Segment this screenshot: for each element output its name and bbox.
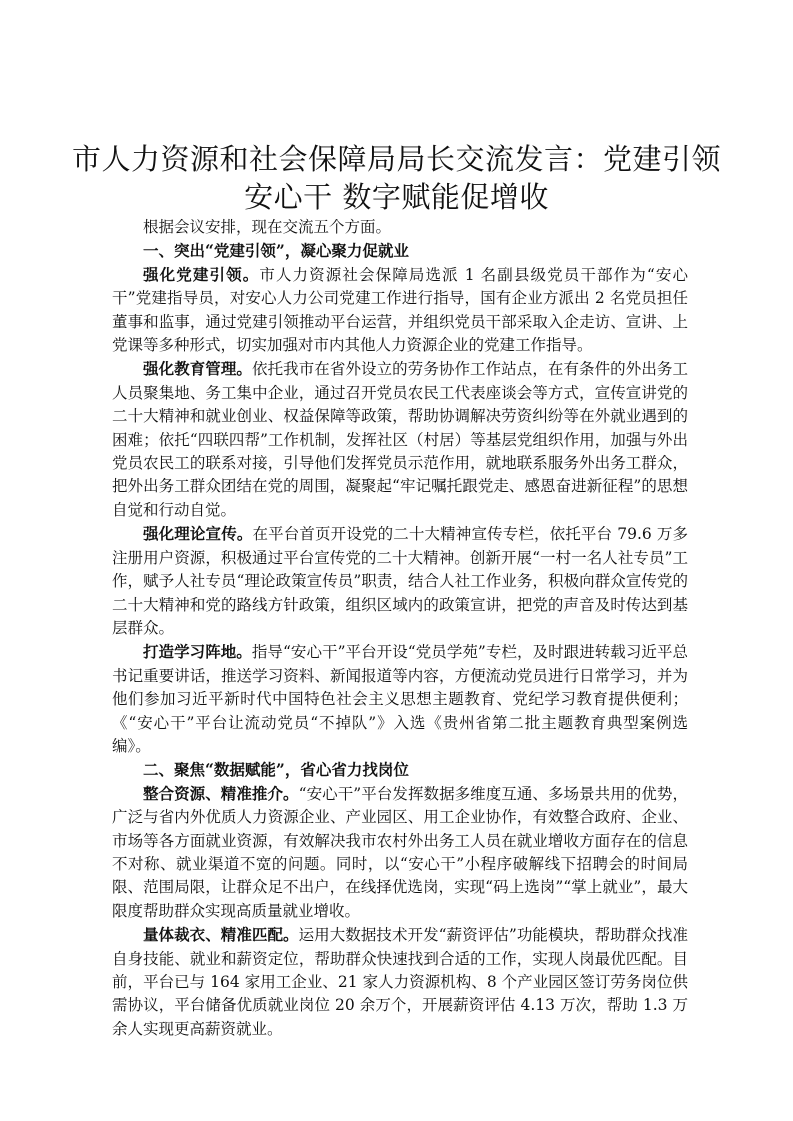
paragraph [112, 782, 688, 923]
section-heading: 二、聚焦“数据赋能”，省心省力找岗位 [143, 760, 409, 780]
section-heading: 一、突出“党建引领”，凝心聚力促就业 [143, 241, 409, 261]
paragraph-text: 运用大数据技术开发“薪资评估”功能模块，帮助群众找准自身技能、就业和薪资定位，帮助群众快速找到合适的工作，实现人岗最优匹配。目前，平台已与 164 家用工企业、21 家人力资源机构、8 个产业园区签订劳务岗位供需协议，平台储备优质就业岗位 20 余万个，开展薪资评估 4.13 万次，帮助 1.3 万余人实现更高薪资就业。 [112, 926, 688, 1038]
paragraph [112, 357, 688, 522]
paragraph-text: 指导“安心干”平台开设“党员学苑”专栏，及时跟进转载习近平总书记重要讲话，推送学习资料、新闻报道等内容，方便流动党员进行日常学习，并为他们参加习近平新时代中国特色社会主义思想主题教育、党纪学习教育提供便利；《“安心干”平台让流动党员“不掉队”》入选《贵州省第二批主题教育典型案例选编》。 [112, 643, 688, 755]
paragraph-text: 依托我市在省外设立的劳务协作工作站点，在有条件的外出务工人员聚集地、务工集中企业，通过召开党员农民工代表座谈会等方式，宣传宣讲党的二十大精神和就业创业、权益保障等政策，帮助协调解决劳资纠纷等在外就业遇到的困难；依托“四联四帮”工作机制，发挥社区（村居）等基层党组织作用，加强与外出党员农民工的联系对接，引导他们发挥党员示范作用，就地联系服务外出务工群众，把外出务工群众团结在党的周围，凝聚起“牢记嘱托跟党走、感恩奋进新征程”的思想自觉和行动自觉。 [112, 360, 688, 519]
paragraph-lead: 量体裁衣、精准匹配。 [143, 925, 299, 945]
paragraph [112, 522, 688, 640]
page-title: 市人力资源和社会保障局局长交流发言：党建引领安心干 数字赋能促增收 [71, 142, 721, 214]
paragraph-text: 在平台首页开设党的二十大精神宣传专栏，依托平台 79.6 万多注册用户资源，积极通过平台宣传党的二十大精神。创新开展“一村一名人社专员”工作，赋予人社专员“理论政策宣传员”职责，结合人社工作业务，积极向群众宣传党的二十大精神和党的路线方针政策，组织区域内的政策宣讲，把党的声音及时传达到基层群众。 [112, 525, 688, 637]
paragraph-lead: 强化教育管理。 [143, 359, 253, 379]
paragraph-lead: 强化理论宣传。 [143, 524, 253, 544]
paragraph-lead: 整合资源、精准推介。 [143, 783, 299, 803]
paragraph [112, 923, 688, 1041]
paragraph-lead: 强化党建引领。 [143, 264, 260, 284]
document-body [112, 216, 688, 1041]
intro-paragraph: 根据会议安排，现在交流五个方面。 [143, 218, 392, 236]
paragraph-lead: 打造学习阵地。 [143, 642, 252, 662]
paragraph-text: “安心干”平台发挥数据多维度互通、多场景共用的优势，广泛与省内外优质人力资源企业、产业园区、用工企业协作，有效整合政府、企业、市场等各方面就业资源，有效解决我市农村外出务工人员在就业增收方面存在的信息不对称、就业渠道不宽的问题。同时，以“安心干”小程序破解线下招聘会的时间局限、范围局限，让群众足不出户，在线择优选岗，实现“码上选岗”“掌上就业”，最大限度帮助群众实现高质量就业增收。 [112, 784, 688, 920]
paragraph [112, 640, 688, 758]
paragraph-text: 市人力资源社会保障局选派 1 名副县级党员干部作为“安心干”党建指导员，对安心人力公司党建工作进行指导，国有企业方派出 2 名党员担任董事和监事，通过党建引领推动平台运营，并组织党员干部采取入企走访、宣讲、上党课等多种形式，切实加强对市内其他人力资源企业的党建工作指导。 [112, 265, 688, 355]
paragraph [112, 263, 688, 358]
